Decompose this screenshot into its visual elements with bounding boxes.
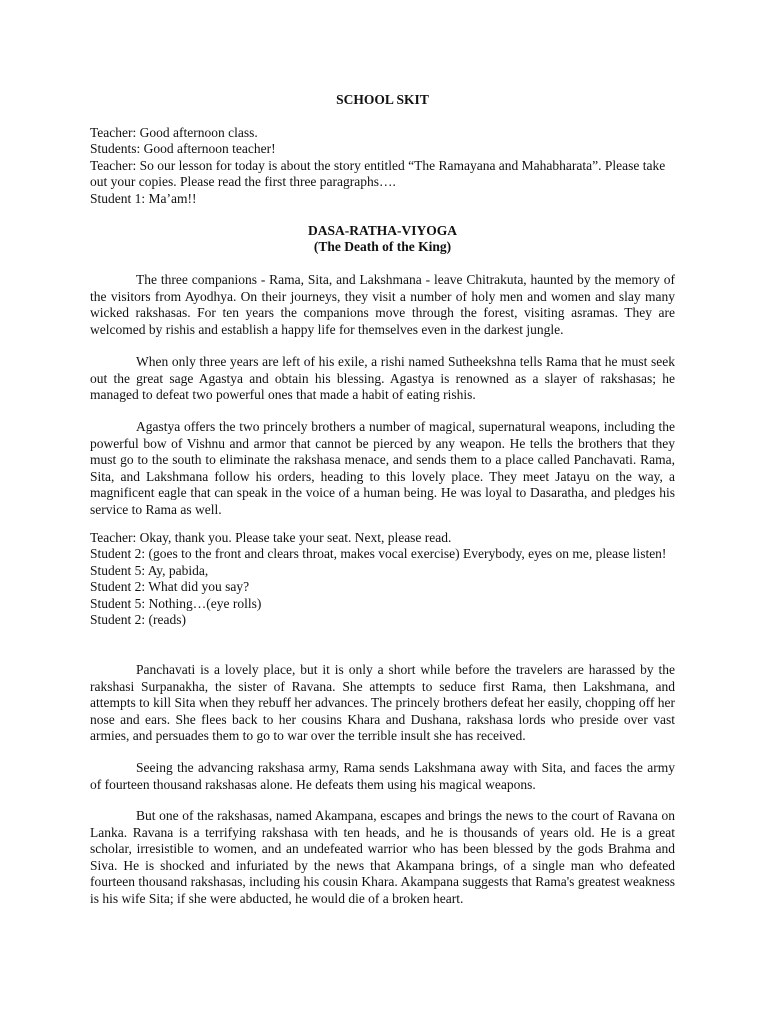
story-paragraph: Agastya offers the two princely brothers a number of magical, supernatural weapons, including the powerful bow of Vishnu and armor that cannot be pierced by any weapon. He tells the brothers that they must go to the south to eliminate the rakshasa menace, and sends them to a place called Panchavati. Rama, Sita, and Lakshmana follow his orders, heading to this lovely place. They meet Jatayu on the way, a magnificent eagle that can speak in the voice of a human being. He was loyal to Dasaratha, and pledges his service to Rama as well. <box>90 419 675 517</box>
dialogue-line: Student 5: Nothing…(eye rolls) <box>90 595 262 611</box>
dialogue-line: Students: Good afternoon teacher! <box>90 141 276 157</box>
section-heading <box>90 223 675 256</box>
dialogue-line: Teacher: Okay, thank you. Please take your seat. Next, please read. <box>90 530 452 545</box>
dialogue-line: Teacher: Good afternoon class. <box>90 125 258 140</box>
dialogue-line: Student 1: Ma’am!! <box>90 190 197 206</box>
story-paragraph: Panchavati is a lovely place, but it is only a short while before the travelers are harassed by the rakshasi Surpanakha, the sister of Ravana. She attempts to seduce first Rama, then Lakshmana, and attempts to kill Sita when they rebuff her advances. The princely brothers defeat her easily, chopping off her nose and ears. She flees back to her cousins Khara and Dushana, rakshasa lords who preside over vast armies, and persuades them to go to war over the terrible insult she has received. <box>90 662 675 744</box>
section-heading-subtitle: (The Death of the King) <box>313 239 452 255</box>
opening-dialogue <box>90 125 675 207</box>
story-paragraph: The three companions - Rama, Sita, and Lakshmana - leave Chitrakuta, haunted by the memory of the visitors from Ayodhya. On their journeys, they visit a number of holy men and women and slay many wicked rakshasas. For ten years the companions move through the forest, visiting asramas. They are welcomed by rishis and establish a happy life for themselves even in the darkest jungle. <box>90 272 675 337</box>
story-paragraph: Seeing the advancing rakshasa army, Rama sends Lakshmana away with Sita, and faces the army of fourteen thousand rakshasas alone. He defeats them using his magical weapons. <box>90 760 675 792</box>
dialogue-line: Student 2: (reads) <box>90 612 186 628</box>
dialogue-line: Student 2: (goes to the front and clears throat, makes vocal exercise) Everybody, eyes on me, please listen! <box>90 546 667 562</box>
dialogue-line: Teacher: So our lesson for today is about the story entitled “The Ramayana and Mahabharata”. Please take out your copies. Please read the first three paragraphs…. <box>90 157 666 190</box>
document-title: SCHOOL SKIT <box>336 92 429 107</box>
dialogue-line: Student 2: What did you say? <box>90 579 250 595</box>
middle-dialogue <box>90 530 675 628</box>
section-heading-main: DASA-RATHA-VIYOGA <box>307 223 457 238</box>
story-paragraph: When only three years are left of his exile, a rishi named Sutheekshna tells Rama that he must seek out the great sage Agastya and obtain his blessing. Agastya is renowned as a slayer of rakshasas; he managed to defeat two powerful ones that made a habit of eating rishis. <box>90 354 675 403</box>
story-paragraph: But one of the rakshasas, named Akampana, escapes and brings the news to the court of Ravana on Lanka. Ravana is a terrifying rakshasa with ten heads, and he is thousands of years old. He is a great scholar, irresistible to women, and an undefeated warrior who has been blessed by the gods Brahma and Siva. He is shocked and infuriated by the news that Akampana brings, of a single man who defeated fourteen thousand rakshasas, including his cousin Khara. Akampana suggests that Rama's greatest weakness is his wife Sita; if she were abducted, he would die of a broken heart. <box>90 808 675 906</box>
dialogue-line: Student 5: Ay, pabida, <box>90 562 209 578</box>
